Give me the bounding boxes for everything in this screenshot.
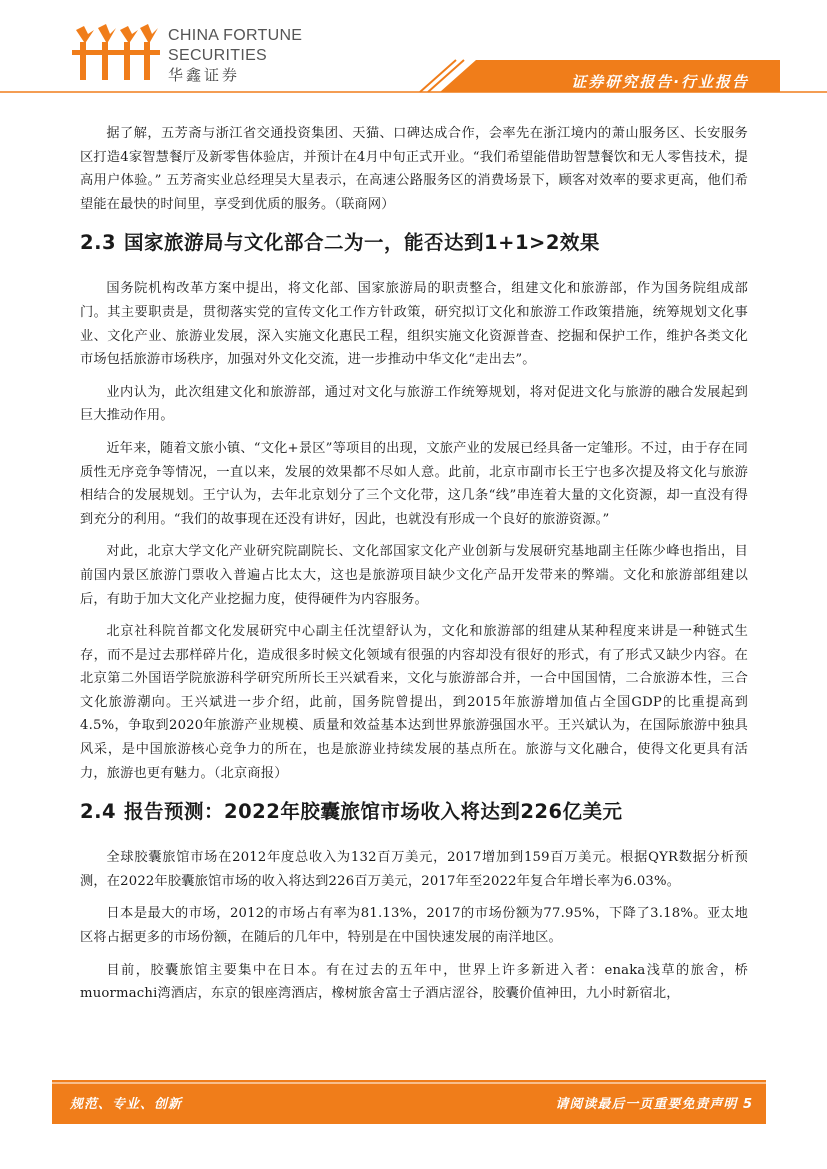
brand-name-cn: 华鑫证券	[168, 67, 241, 84]
section-number: 2.4	[80, 800, 117, 824]
paragraph: 北京社科院首都文化发展研究中心副主任沈望舒认为，文化和旅游部的组建从某种程度来讲是一种链式生存，而不是过去那样碎片化，造成很多时候文化领域有很强的内容却没有很好的形式，有了形式又缺少内容。在北京第二外国语学院旅游科学研究所所长王兴斌看来，文化与旅游部合并，一合中国国情，二合旅游本性，三合文化旅游潮向。王兴斌进一步介绍，此前，国务院曾提出，到2015年旅游增加值占全国GDP的比重提高到4.5%，争取到2020年旅游产业规模、质量和效益基本达到世界旅游强国水平。王兴斌认为，在国际旅游中独具风采，是中国旅游核心竞争力的所在，也是旅游业持续发展的基点所在。旅游与文化融合，使得文化更具有活力，旅游也更有魅力。（北京商报）	[80, 624, 748, 781]
paragraph: 据了解，五芳斋与浙江省交通投资集团、天猫、口碑达成合作，会率先在浙江境内的萧山服务区、长安服务区打造4家智慧餐厅及新零售体验店，并预计在4月中旬正式开业。“我们希望能借助智慧餐饮和无人零售技术，提高用户体验。” 五芳斋实业总经理吴大星表示，在高速公路服务区的消费场景下，顾客对效率的要求更高，他们希望能在最快的时间里，享受到优质的服务。（联商网）	[80, 126, 748, 212]
paragraph: 目前，胶囊旅馆主要集中在日本。有在过去的五年中，世界上许多新进入者：enaka浅草的旅舍，桥muormachi湾酒店，东京的银座湾酒店，橡树旅舍富士子酒店涩谷，胶囊价值神田，九小时新宿北，	[80, 962, 748, 1002]
brand-name-en-2: SECURITIES	[168, 47, 268, 64]
brand-name-en-1: CHINA FORTUNE	[168, 27, 303, 44]
paragraph: 近年来，随着文旅小镇、“文化+景区”等项目的出现，文旅产业的发展已经具备一定雏形。不过，由于存在同质性无序竞争等情况，一直以来，发展的效果都不尽如人意。此前，北京市副市长王宁也多次提及将文化与旅游相结合的发展规划。王宁认为，去年北京划分了三个文化带，这几条“线”串连着大量的文化资源，却一直没有得到充分的利用。“我们的故事现在还没有讲好，因此，也就没有形成一个良好的旅游资源。”	[80, 440, 748, 527]
paragraph: 全球胶囊旅馆市场在2012年度总收入为132百万美元，2017增加到159百万美元。根据QYR数据分析预测，在2022年胶囊旅馆市场的收入将达到226百万美元，2017年至2022年复合年增长率为6.03%。	[80, 850, 748, 889]
paragraph: 日本是最大的市场，2012的市场占有率为81.13%，2017的市场份额为77.95%，下降了3.18%。亚太地区将占据更多的市场份额，在随后的几年中，特别是在中国快速发展的南洋地区。	[80, 906, 748, 946]
footer-disclaimer-page: 请阅读最后一页重要免责声明 5	[555, 1097, 753, 1112]
article-body	[80, 122, 748, 1015]
paragraph: 业内认为，此次组建文化和旅游部，通过对文化与旅游工作统筹规划，将对促进文化与旅游的融合发展起到巨大推动作用。	[80, 384, 748, 424]
section-title: 国家旅游局与文化部合二为一，能否达到1+1>2效果	[124, 231, 600, 255]
paragraph: 对此，北京大学文化产业研究院副院长、文化部国家文化产业创新与发展研究基地副主任陈少峰也指出，目前国内景区旅游门票收入普遍占比太大，这也是旅游项目缺少文化产品开发带来的弊端。文化和旅游部组建以后，有助于加大文化产业挖掘力度，使得硬件为内容服务。	[80, 544, 748, 607]
section-heading-2-3	[80, 229, 748, 257]
section-heading-2-4	[80, 798, 748, 826]
footer-slogan: 规范、专业、创新	[70, 1097, 183, 1112]
report-type-label: 证券研究报告·行业报告	[571, 73, 749, 91]
section-title: 报告预测：2022年胶囊旅馆市场收入将达到226亿美元	[124, 800, 623, 824]
section-number: 2.3	[80, 231, 117, 255]
paragraph: 国务院机构改革方案中提出，将文化部、国家旅游局的职责整合，组建文化和旅游部，作为国务院组成部门。其主要职责是，贯彻落实党的宣传文化工作方针政策，研究拟订文化和旅游工作政策措施，统筹规划文化事业、文化产业、旅游业发展，深入实施文化惠民工程，组织实施文化资源普查、挖掘和保护工作，维护各类文化市场包括旅游市场秩序，加强对外文化交流，进一步推动中华文化“走出去”。	[80, 281, 748, 368]
